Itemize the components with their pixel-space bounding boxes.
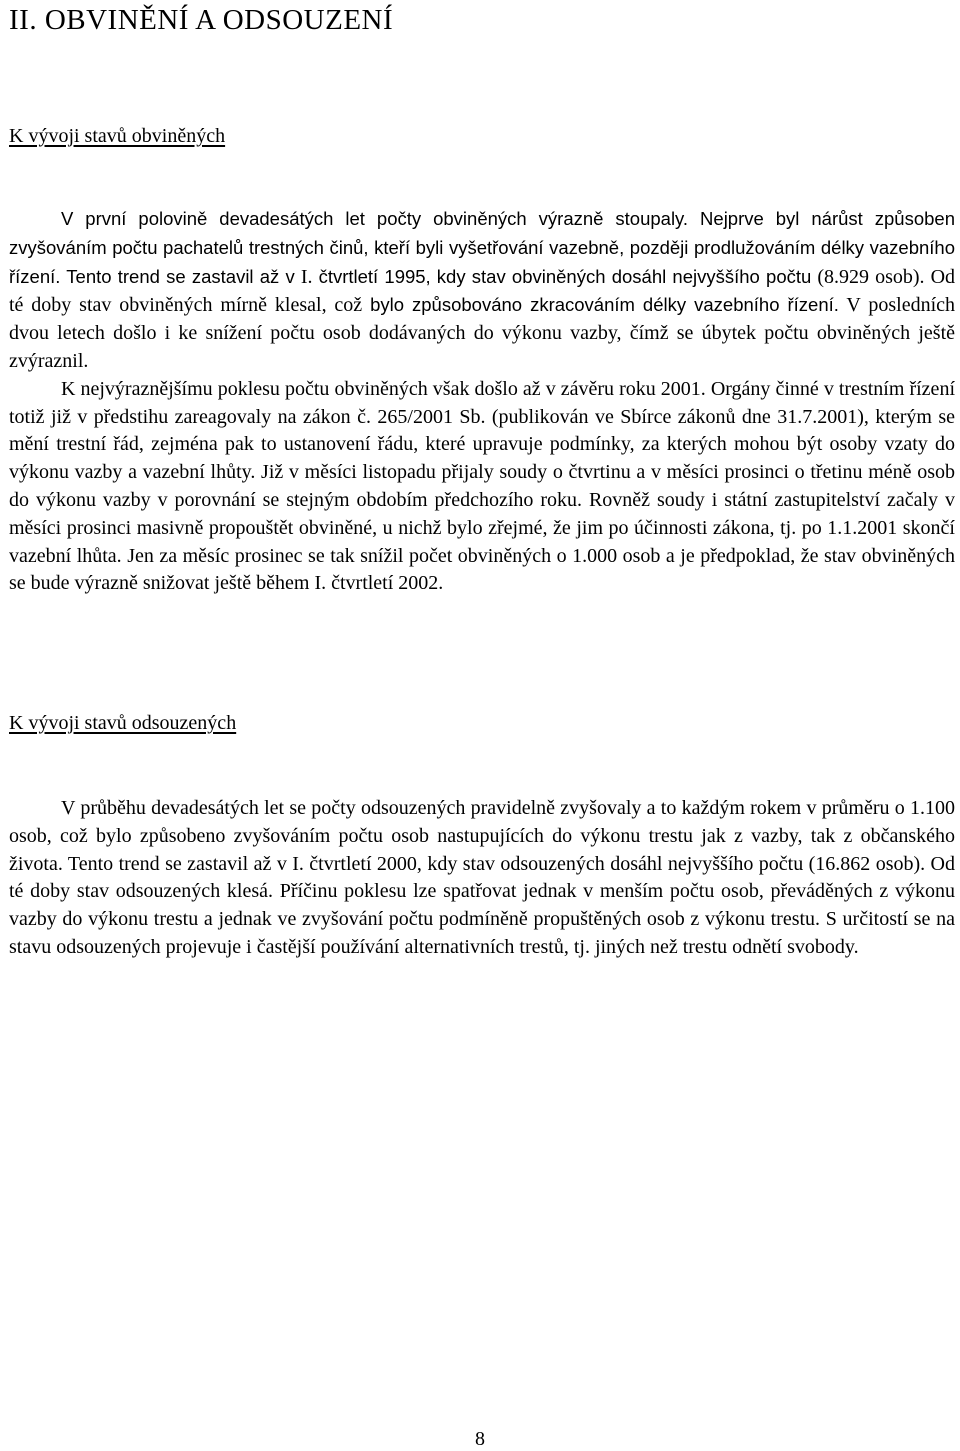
paragraph-text: V průběhu devadesátých let se počty odsouzených pravidelně zvyšovaly a to každým rokem v průměru o 1.100 osob, což bylo způsobeno zvyšováním počtu osob nastupujících do výkonu trestu jak z vazby, tak z občanského života. Tento trend se zastavil až v I. čtvrtletí 2000, kdy stav odsouzených dosáhl nejvyššího počtu (16.862 osob). Od té doby stav odsouzených klesá. Příčinu poklesu lze spatřovat jednak v menším počtu osob, převáděných z výkonu vazby do výkonu trestu a jednak ve zvyšování počtu podmíněně propuštěných osob z výkonu trestu. S určitostí se na stavu odsouzených projevuje i častější používání alternativních trestů, tj. jiných než trestu odnětí svobody.	[9, 797, 955, 958]
paragraph-text: kdy stav obviněných dosáhl nejvyššího počtu	[436, 265, 812, 287]
page-title: II. OBVINĚNÍ A ODSOUZENÍ	[9, 4, 394, 36]
paragraph-text: K nejvýraznějšímu poklesu počtu obviněných však došlo až v závěru roku 2001. Orgány činné v trestním řízení totiž již v předstihu zareagovaly na zákon č. 265/2001 Sb. (publikován ve Sbírce zákonů dne 31.7.2001), kterým se mění trestní řád, zejména pak to ustanovení řádu, které upravuje podmínky, za kterých mohou být osoby vzaty do výkonu vazby a vazební lhůty. Již v měsíci listopadu přijaly soudy o čtvrtinu a v měsíci prosinci o třetinu méně osob do výkonu vazby v porovnání se stejným obdobím předchozího roku. Rovněž soudy i státní zastupitelství začaly v měsíci prosinci masivně propouštět obviněné, u nichž bylo zřejmé, že jim po účinnosti zákona, tj. po 1.1.2001 skončí vazební lhůta. Jen za měsíc prosinec se tak snížil počet obviněných o 1.000 osob a je předpoklad, že stav obviněných se bude výrazně snižovat ještě během I. čtvrtletí 2002.	[9, 377, 955, 595]
section-heading-odsouzenych: K vývoji stavů odsouzených	[9, 712, 237, 734]
paragraph-text: čtvrtletí 1995,	[318, 265, 431, 287]
paragraph-text: V posledních dvou letech došlo i ke snížení počtu osob dodávaných do výkonu vazby, čímž se úbytek počtu obviněných ještě zvýraznil.	[9, 294, 956, 372]
paragraph	[9, 795, 955, 962]
page-number: 8	[475, 1428, 485, 1450]
section-body-obvinenych	[9, 205, 955, 598]
paragraph-text: V první polovině devadesátých let počty obviněných výrazně stoupaly. Nejprve byl nárůst způsoben zvyšováním počtu pachatelů trestných činů, kteří byli vyšetřování vazebně, později prodlužováním délky vazebního řízení. Tento trend se zastavil až v	[9, 208, 955, 287]
paragraph	[9, 205, 955, 376]
section-heading-obvinenych: K vývoji stavů obviněných	[9, 125, 226, 147]
paragraph	[9, 376, 955, 598]
paragraph-text: bylo způsobováno zkracováním délky vazebního řízení.	[370, 294, 839, 316]
paragraph-text: I.	[300, 265, 313, 288]
section-body-odsouzenych	[9, 795, 955, 962]
paragraph-text: (8.929 osob). Od té doby stav obviněných mírně klesal, což	[9, 265, 956, 317]
